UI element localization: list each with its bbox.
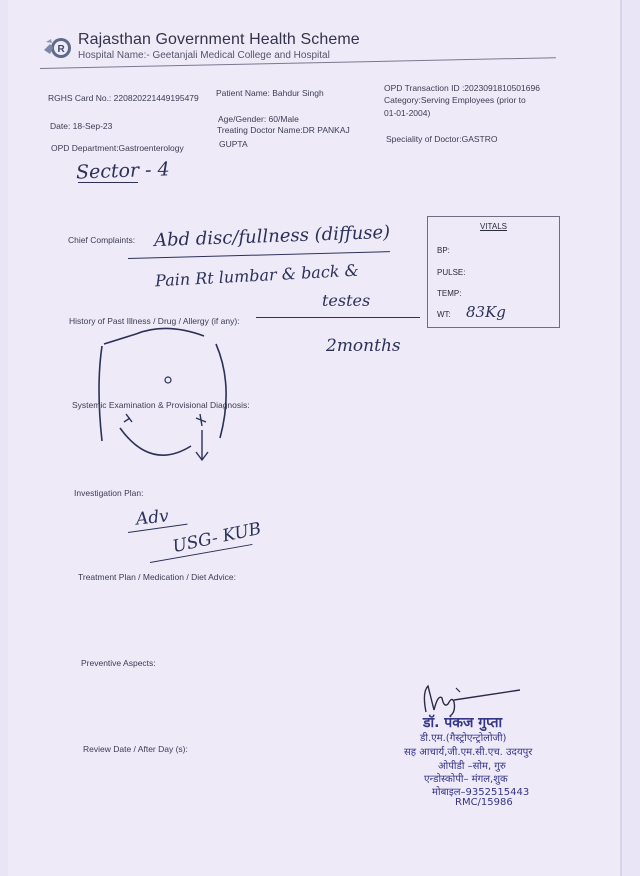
vitals-title: VITALS [480,222,507,231]
stamp-endoscopy-days: एन्डोस्कोपी– मंगल,शुक [424,774,508,785]
abdomen-sketch [96,326,241,466]
vitals-temp-label: TEMP: [437,289,462,298]
treatment-plan-label: Treatment Plan / Medication / Diet Advice: [78,572,236,582]
sector-underline [78,182,138,183]
rghs-card-number: RGHS Card No.: 220820221449195479 [48,93,199,103]
patient-name: Patient Name: Bahdur Singh [216,88,324,98]
vitals-pulse-label: PULSE: [437,268,466,277]
scheme-title: Rajasthan Government Health Scheme [78,31,360,48]
opd-transaction-id: OPD Transaction ID :2023091810501696 [384,83,540,93]
handwritten-duration: 2months [326,336,401,356]
systemic-exam-label: Systemic Examination & Provisional Diagnosis: [72,400,250,410]
age-gender: Age/Gender: 60/Male [218,114,299,124]
rghs-logo-icon [42,36,72,60]
vitals-wt-label: WT: [437,310,451,319]
investigation-label: Investigation Plan: [74,488,144,498]
complaint-line-2: Pain Rt lumbar & back & [154,260,360,291]
category-cont: 01-01-2004) [384,108,431,118]
complaint-line-1: Abd disc/fullness (diffuse) [153,221,391,252]
opd-department: OPD Department:Gastroenterology [51,143,184,153]
treating-doctor-cont: GUPTA [219,139,248,149]
vitals-bp-label: BP: [437,246,450,255]
history-underline [256,317,420,318]
treating-doctor: Treating Doctor Name:DR PANKAJ [217,125,350,135]
stamp-qualification: डी.एम.(गैस्ट्रोएन्ट्रोलोजी) [420,733,507,744]
doctor-speciality: Speciality of Doctor:GASTRO [386,134,498,144]
hospital-name: Hospital Name:- Geetanjali Medical College and Hospital [78,50,330,61]
vitals-box [427,216,560,328]
svg-text:R: R [57,44,65,55]
handwritten-sector: Sector - 4 [75,158,171,184]
stamp-rmc-number: RMC/15986 [455,797,513,808]
complaint-line-3: testes [322,291,371,310]
category: Category:Serving Employees (prior to [384,95,526,105]
investigation-usg-kub: USG- KUB [170,518,264,558]
stamp-opd-days: ओपीडी –सोम, गुरु [438,761,506,772]
chief-complaints-label: Chief Complaints: [68,235,136,245]
investigation-advice: Adv [135,506,170,530]
handwritten-weight: 83Kg [466,303,506,321]
stamp-mobile: मोबाइल–9352515443 [432,787,530,798]
history-label: History of Past Illness / Drug / Allergy (if any): [69,316,240,326]
preventive-aspects-label: Preventive Aspects: [81,658,156,668]
review-date-label: Review Date / After Day (s): [83,744,188,754]
visit-date: Date: 18-Sep-23 [50,121,113,131]
stamp-designation: सह आचार्य,जी.एम.सी.एच. उदयपुर [404,747,533,758]
stamp-doctor-name: डॉ. पंकज गुप्ता [423,715,503,731]
